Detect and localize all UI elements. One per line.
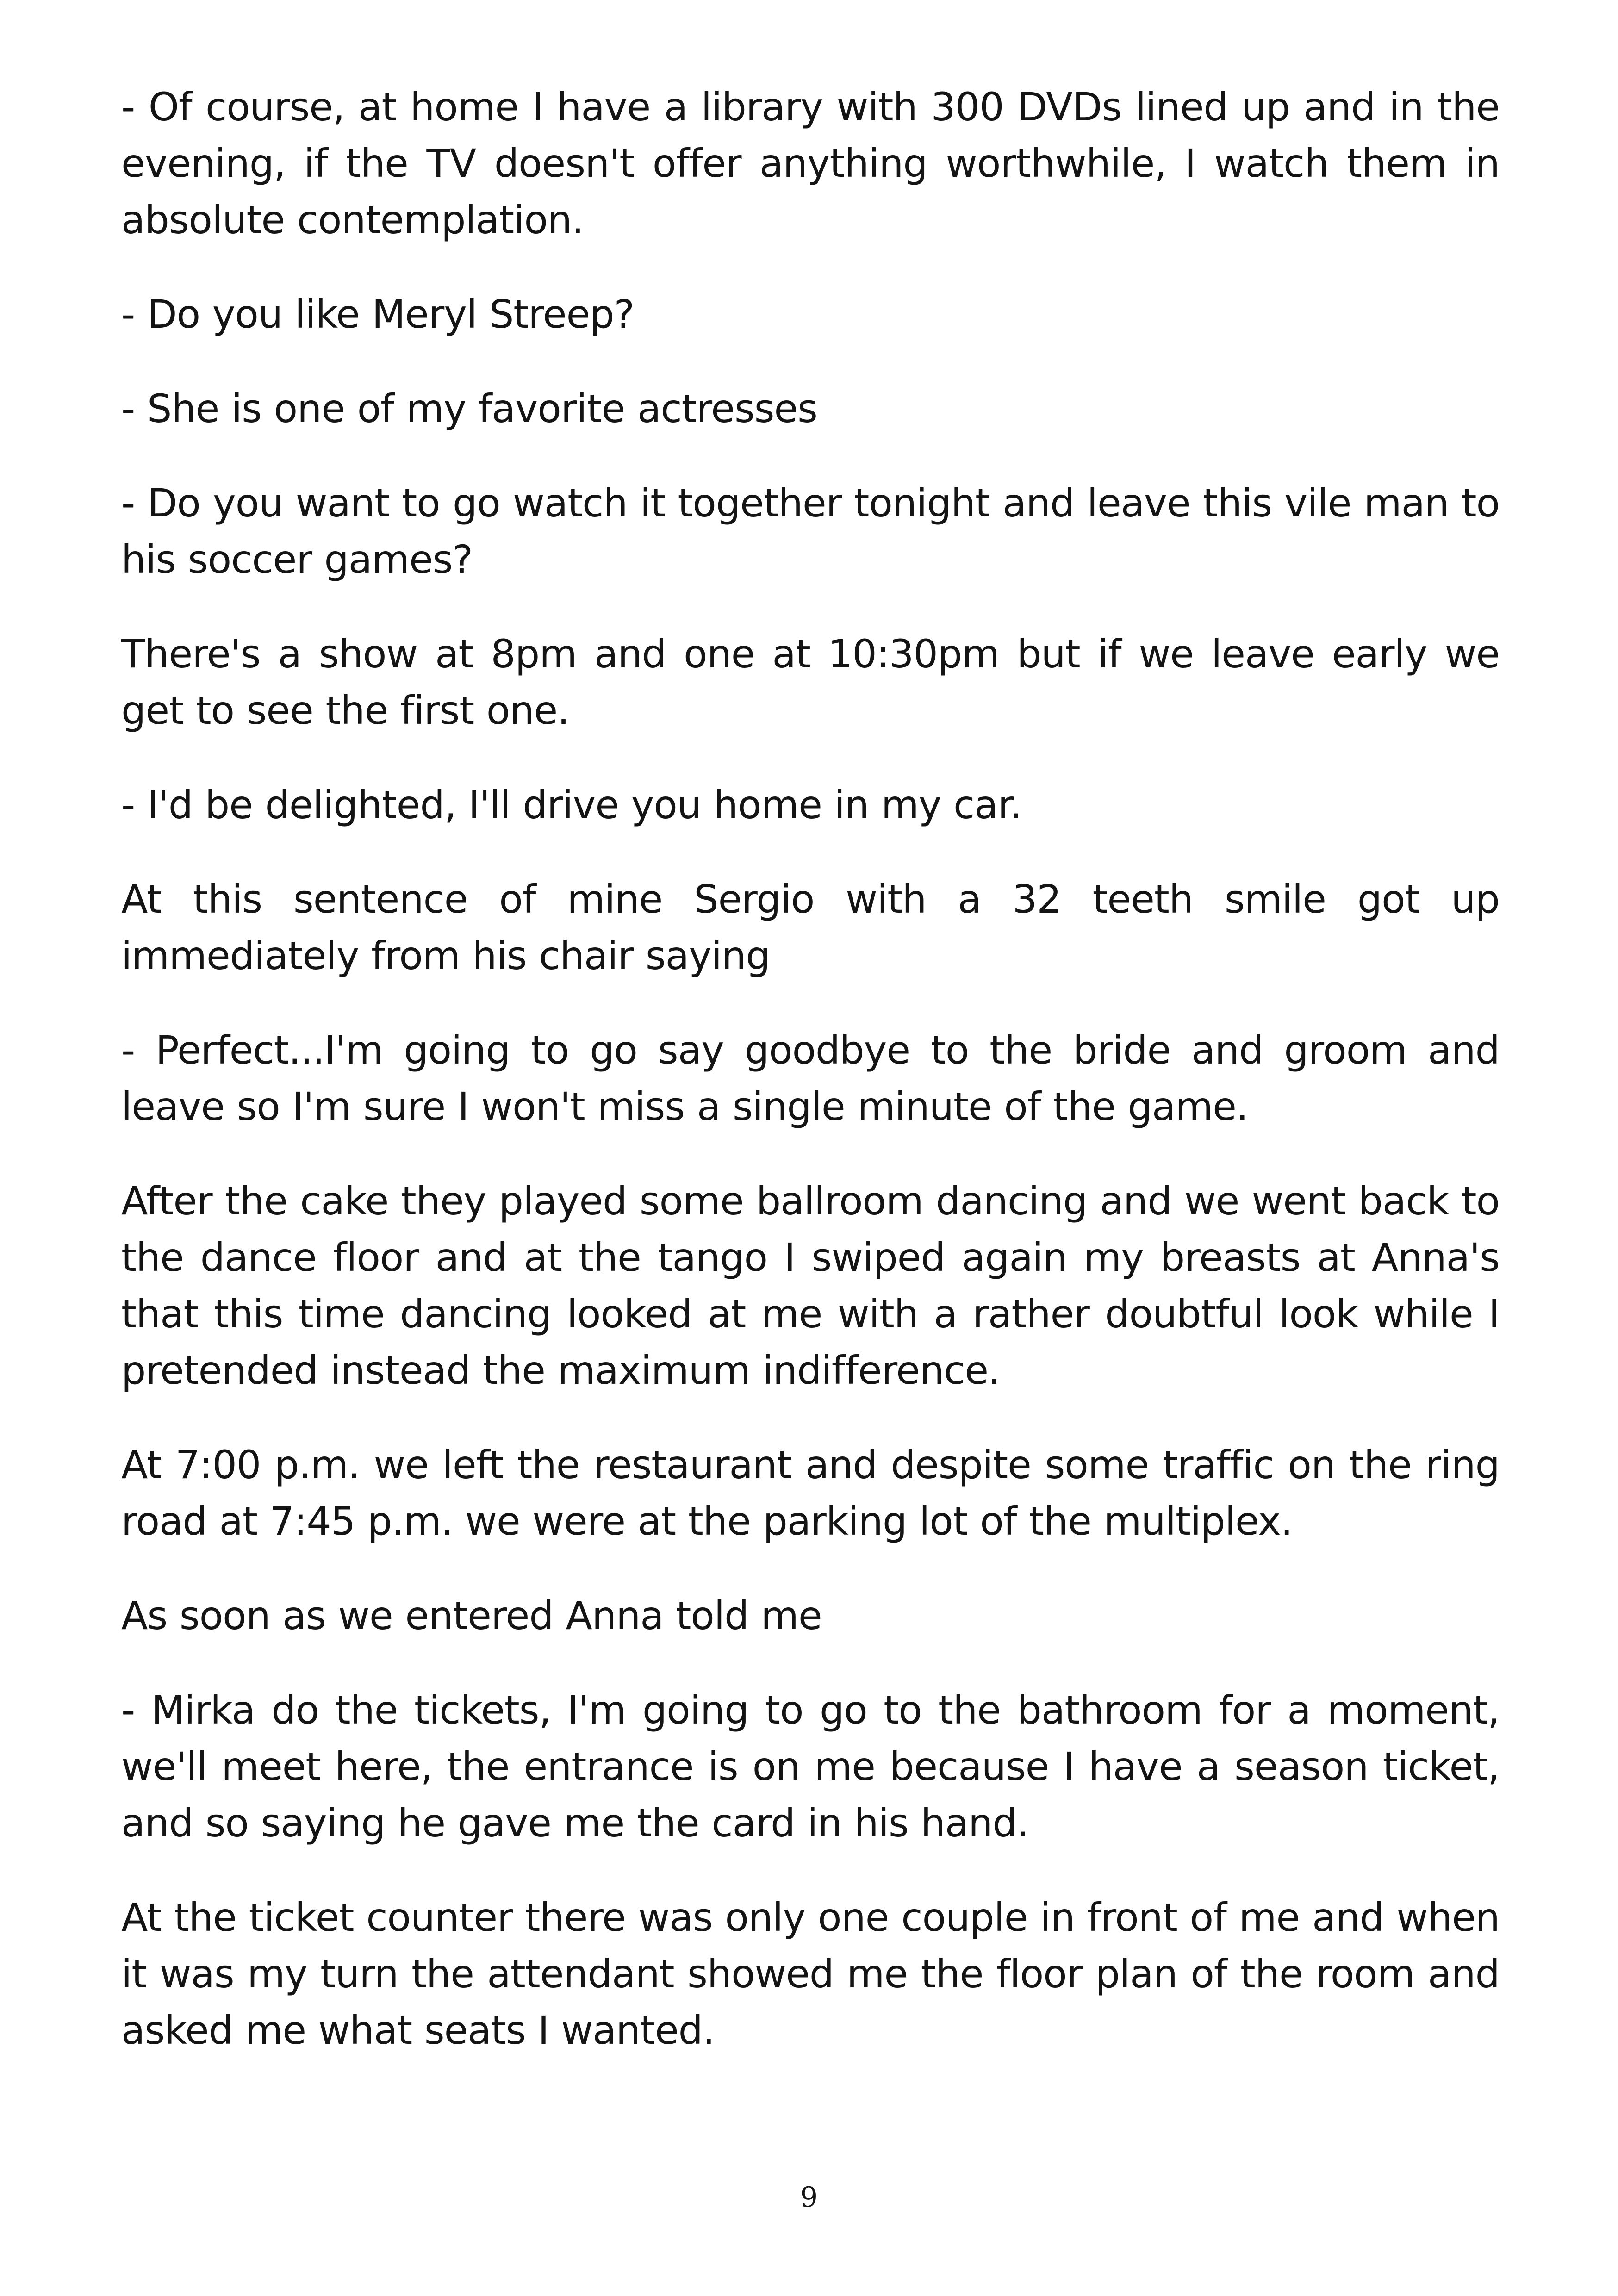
paragraph: There's a show at 8pm and one at 10:30pm but if we leave early we get to see the first one. [121,631,1500,733]
body-text [121,79,1500,2097]
paragraph: At this sentence of mine Sergio with a 32 teeth smile got up immediately from his chair saying [121,877,1500,978]
paragraph: As soon as we entered Anna told me [121,1593,822,1638]
page-number: 9 [800,2181,818,2214]
paragraph: - She is one of my favorite actresses [121,386,817,431]
paragraph: - Of course, at home I have a library with 300 DVDs lined up and in the evening, if the TV doesn't offer anything worthwhile, I watch them in absolute contemplation. [121,84,1500,243]
paragraph: - Do you like Meryl Streep? [121,292,635,337]
paragraph: At 7:00 p.m. we left the restaurant and despite some traffic on the ring road at 7:45 p.m. we were at the parking lot of the multiplex. [121,1442,1500,1544]
paragraph: - Perfect...I'm going to go say goodbye to the bride and groom and leave so I'm sure I won't miss a single minute of the game. [121,1027,1500,1129]
paragraph: At the ticket counter there was only one couple in front of me and when it was my turn the attendant showed me the floor plan of the room and asked me what seats I wanted. [121,1895,1500,2053]
paragraph: After the cake they played some ballroom dancing and we went back to the dance floor and at the tango I swiped again my breasts at Anna's that this time dancing looked at me with a rather doubtful look while I pretended instead the maximum indifference. [121,1178,1500,1393]
paragraph: - Do you want to go watch it together tonight and leave this vile man to his soccer games? [121,480,1500,582]
paragraph: - I'd be delighted, I'll drive you home in my car. [121,782,1022,828]
paragraph: - Mirka do the tickets, I'm going to go to the bathroom for a moment, we'll meet here, the entrance is on me because I have a season ticket, and so saying he gave me the card in his hand. [121,1687,1500,1846]
